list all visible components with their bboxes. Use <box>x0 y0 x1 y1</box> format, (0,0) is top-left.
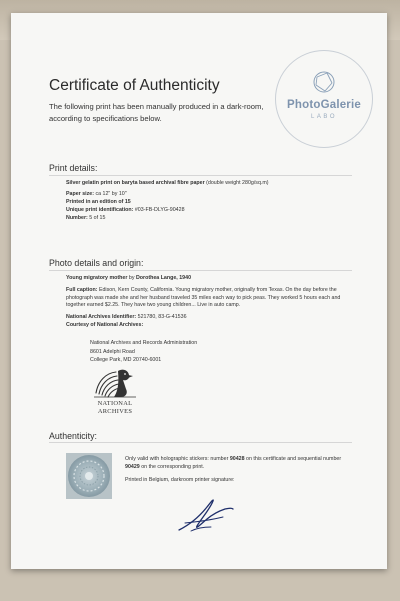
national-archives-logo <box>90 363 140 415</box>
paper-description-rest: (double weight 280g/sq.m) <box>204 180 269 186</box>
full-caption-text: Edison, Kern County, California. Young migratory mother, originally from Texas. On the day before the photograph was made she and her husband traveled 35 miles each way to pick peas. They worked 5 hours each and together earned $2.25. They have two young children... Live in auto camp. <box>66 287 341 309</box>
paper-size-value: ca 12" by 10" <box>93 191 127 197</box>
auth-text-2: on this certificate and sequential number <box>244 456 342 462</box>
paper-size <box>66 191 127 199</box>
divider <box>49 442 352 443</box>
archives-id-label: National Archives Identifier: <box>66 314 137 320</box>
aperture-icon <box>313 71 335 93</box>
address-line: College Park, MD 20740-6001 <box>90 357 162 364</box>
archives-id-value: 521780, 83-G-41536 <box>136 314 187 320</box>
full-caption-label: Full caption: <box>66 287 98 293</box>
edition-text: Printed in an edition of 15 <box>66 199 131 205</box>
full-caption <box>66 287 348 310</box>
address-line: National Archives and Records Administration <box>90 340 198 346</box>
paper-size-label: Paper size: <box>66 191 94 197</box>
unique-id-label: Unique print identification: <box>66 207 134 213</box>
number-label: Number: <box>66 215 88 221</box>
paper-description <box>66 180 269 188</box>
signature-line: Printed in Belgium, darkroom printer signature: <box>125 477 235 483</box>
unique-id-value: #03-FB-DLYG-90428 <box>133 207 185 213</box>
address-block <box>90 339 197 365</box>
signature <box>175 493 235 535</box>
divider <box>49 270 352 271</box>
logo-sub: LABO <box>310 114 337 120</box>
auth-text-3: on the corresponding print. <box>139 463 205 470</box>
number-value: 5 of 15 <box>87 215 106 221</box>
courtesy-text: Courtesy of National Archives: <box>66 322 144 328</box>
authenticity-heading: Authenticity: <box>49 431 97 441</box>
archives-identifier <box>66 314 187 322</box>
page-title: Certificate of Authenticity <box>49 77 220 94</box>
courtesy <box>66 322 143 330</box>
sticker-number-1: 90428 <box>229 456 245 462</box>
print-details-heading: Print details: <box>49 163 98 173</box>
photo-title <box>66 275 191 283</box>
print-number <box>66 215 105 223</box>
auth-text-1: Only valid with holographic stickers: number <box>125 456 230 462</box>
photo-title-by: by <box>127 275 136 281</box>
photo-author: Dorothea Lange, 1940 <box>135 275 192 281</box>
paper-description-bold: Silver gelatin print on baryta based archival fibre paper <box>66 180 205 186</box>
divider <box>49 175 352 176</box>
holographic-sticker <box>66 453 112 499</box>
unique-id <box>66 207 185 215</box>
archives-logo-line: ARCHIVES <box>97 408 133 415</box>
authenticity-text <box>125 456 355 471</box>
intro-text: The following print has been manually produced in a dark-room, according to specifications below. <box>49 102 264 123</box>
logo-name: PhotoGalerie <box>287 99 361 111</box>
photo-details-heading: Photo details and origin: <box>49 258 144 268</box>
photo-title-bold: Young migratory mother <box>66 275 128 281</box>
photogalerie-logo <box>275 50 373 148</box>
archives-logo-line: NATIONAL <box>97 400 133 407</box>
edition <box>66 199 131 207</box>
address-line: 8601 Adelphi Road <box>90 348 135 355</box>
sticker-number-2: 90429 <box>125 463 140 470</box>
